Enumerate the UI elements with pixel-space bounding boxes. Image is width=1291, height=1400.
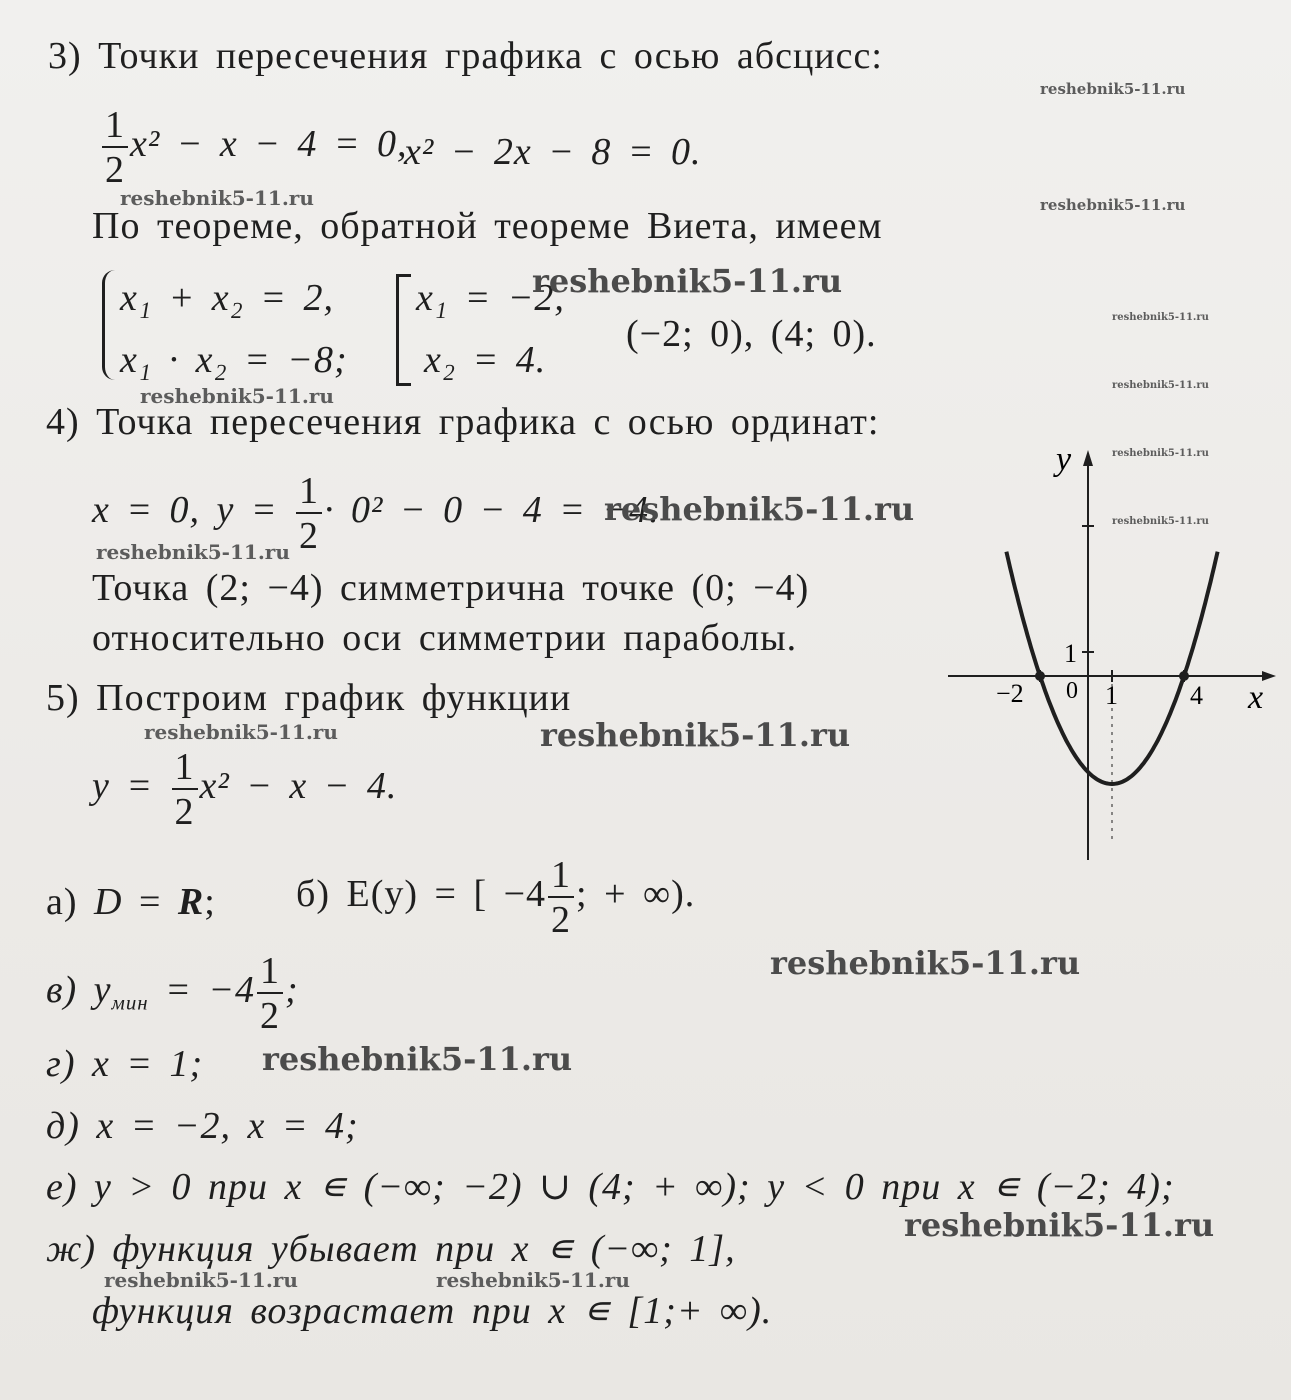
watermark: reshebnik5-11.ru — [532, 262, 843, 300]
tick-label-minus2: −2 — [996, 679, 1024, 708]
section3-heading: 3) Точки пересечения графика с осью абсцисс: — [48, 35, 883, 77]
origin-label: 0 — [1066, 678, 1078, 704]
watermark: reshebnik5-11.ru — [262, 1040, 573, 1078]
item-a: а) D = R; — [46, 881, 216, 923]
x-axis-arrow — [1262, 671, 1276, 681]
watermark: reshebnik5-11.ru — [770, 944, 1081, 982]
watermark: reshebnik5-11.ru — [1112, 312, 1209, 323]
section5-heading: 5) Построим график функции — [46, 677, 572, 719]
watermark: reshebnik5-11.ru — [96, 540, 290, 564]
fraction-half: $\frac{1}{2}$ — [102, 106, 128, 189]
item-d: д) x = −2, x = 4; — [46, 1105, 359, 1147]
fraction-half: $\frac{1}{2}$ — [172, 748, 198, 831]
watermark: reshebnik5-11.ru — [540, 716, 851, 754]
root-1: x₁ = −2, — [416, 277, 565, 319]
system-eq-2: x₁ · x₂ = −8; — [120, 339, 348, 381]
intersection-points: (−2; 0), (4; 0). — [626, 313, 877, 355]
function-formula: y = $\frac{1}{2}$ x² − x − 4. — [92, 746, 398, 833]
x-axis-label: x — [1248, 679, 1264, 716]
root-point-4 — [1179, 671, 1189, 681]
y-axis-label: y — [1056, 441, 1072, 478]
watermark: reshebnik5-11.ru — [104, 1268, 298, 1292]
item-v: в) $y_{мин} = -4$ $\frac{1}{2}$ ; — [46, 950, 299, 1037]
watermark: reshebnik5-11.ru — [1040, 196, 1186, 214]
watermark: reshebnik5-11.ru — [1040, 80, 1186, 98]
section4-heading: 4) Точка пересечения графика с осью ординат: — [46, 401, 880, 443]
tick-label-1: 1 — [1105, 681, 1118, 710]
symmetry-text-2: относительно оси симметрии параболы. — [92, 617, 798, 659]
fraction-half: $\frac{1}{2}$ — [548, 856, 574, 939]
equation-2: x² − 2x − 8 = 0. — [404, 131, 702, 173]
viet-text: По теореме, обратной теореме Виета, имеем — [92, 205, 883, 247]
watermark: reshebnik5-11.ru — [1112, 516, 1209, 527]
item-b: б) E(y) = [ −4 $\frac{1}{2}$ ; + ∞). — [296, 854, 696, 941]
item-e: е) y > 0 при x ∊ (−∞; −2) ∪ (4; + ∞); y < 0 при x ∊ (−2; 4); — [46, 1166, 1175, 1208]
parabola-graph — [944, 440, 1284, 880]
watermark: reshebnik5-11.ru — [1112, 380, 1209, 391]
system-brace — [102, 270, 115, 380]
equation-1: $\frac{1}{2}$ x² − x − 4 = 0, — [100, 106, 408, 189]
root-point-minus2 — [1035, 671, 1045, 681]
watermark: reshebnik5-11.ru — [436, 1268, 630, 1292]
y-intercept-calc: x = 0, y = $\frac{1}{2}$ · 0² − 0 − 4 = −4. — [92, 470, 660, 557]
tick-label-4: 4 — [1190, 681, 1203, 710]
watermark: reshebnik5-11.ru — [1112, 448, 1209, 459]
watermark: reshebnik5-11.ru — [140, 384, 334, 408]
watermark: reshebnik5-11.ru — [144, 720, 338, 744]
fraction-half: $\frac{1}{2}$ — [296, 472, 322, 555]
item-zh-1: ж) функция убывает при x ∊ (−∞; 1], — [46, 1228, 736, 1270]
watermark: reshebnik5-11.ru — [904, 1206, 1215, 1244]
symmetry-text-1: Точка (2; −4) симметрична точке (0; −4) — [92, 567, 810, 609]
tick-label-y1: 1 — [1064, 639, 1077, 668]
roots-bracket — [396, 274, 411, 386]
system-eq-1: x₁ + x₂ = 2, — [120, 277, 334, 319]
watermark: reshebnik5-11.ru — [120, 186, 314, 210]
fraction-half: $\frac{1}{2}$ — [257, 952, 283, 1035]
root-2: x₂ = 4. — [424, 339, 547, 381]
item-g: г) x = 1; — [46, 1043, 204, 1085]
item-zh-2: функция возрастает при x ∊ [1;+ ∞). — [92, 1290, 773, 1332]
watermark: reshebnik5-11.ru — [604, 490, 915, 528]
y-axis-arrow — [1083, 450, 1093, 466]
